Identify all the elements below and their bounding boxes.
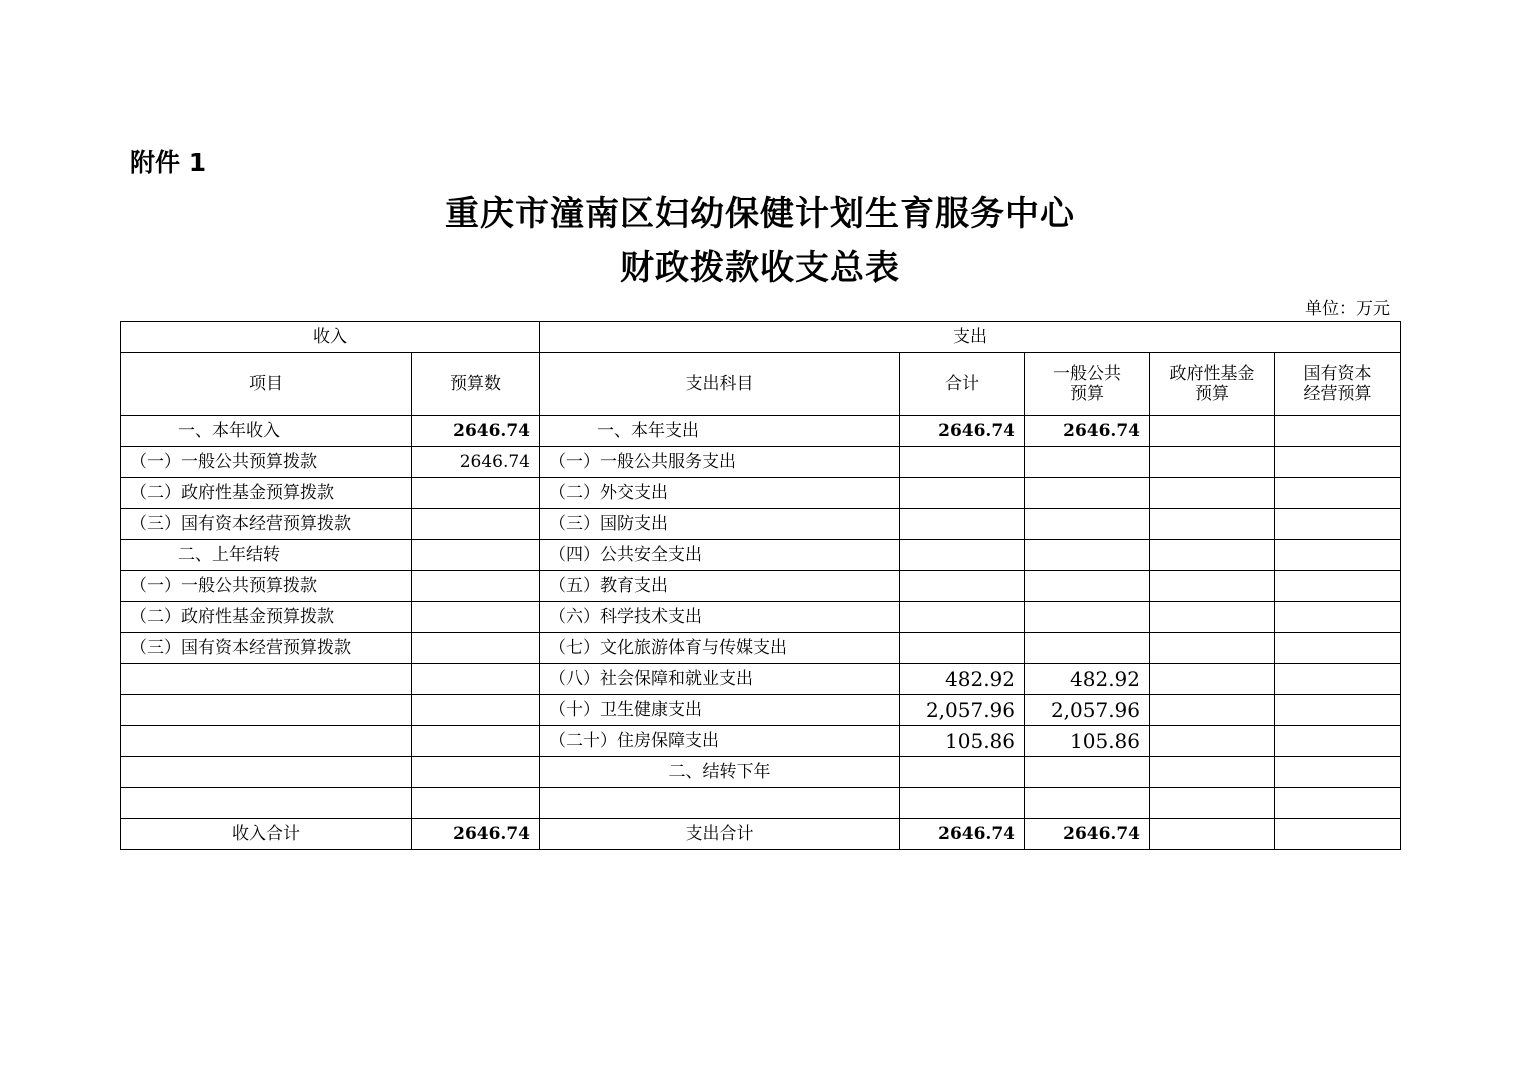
total-cell — [900, 633, 1025, 664]
income-item-cell — [121, 788, 412, 819]
state-capital-cell — [1275, 540, 1401, 571]
income-value-cell — [412, 478, 540, 509]
col-header-general-public-line1: 一般公共 — [1053, 364, 1121, 384]
general-budget-cell — [1025, 540, 1150, 571]
income-value-cell — [412, 664, 540, 695]
income-total-label: 收入合计 — [121, 819, 412, 850]
expense-item-cell: （三）国防支出 — [540, 509, 900, 540]
expense-item-cell: （五）教育支出 — [540, 571, 900, 602]
total-cell — [900, 571, 1025, 602]
column-header-row — [121, 353, 1401, 416]
gov-fund-cell — [1150, 726, 1275, 757]
income-group-header: 收入 — [121, 322, 540, 353]
col-header-general-public — [1025, 353, 1150, 416]
expense-item-cell: （一）一般公共服务支出 — [540, 447, 900, 478]
income-value-cell — [412, 540, 540, 571]
attachment-label: 附件 1 — [130, 148, 207, 177]
total-cell — [900, 478, 1025, 509]
income-value-cell — [412, 695, 540, 726]
general-budget-total-value: 2646.74 — [1025, 819, 1150, 850]
total-cell: 2646.74 — [900, 416, 1025, 447]
state-capital-cell — [1275, 695, 1401, 726]
state-capital-cell — [1275, 447, 1401, 478]
gov-fund-cell — [1150, 447, 1275, 478]
expense-item-cell: 一、本年支出 — [540, 416, 900, 447]
document-title: 重庆市潼南区妇幼保健计划生育服务中心 — [445, 194, 1075, 234]
state-capital-cell — [1275, 602, 1401, 633]
expense-item-cell — [540, 788, 900, 819]
table-row — [121, 788, 1401, 819]
col-header-state-capital-line2: 经营预算 — [1303, 384, 1372, 404]
state-capital-cell — [1275, 416, 1401, 447]
gov-fund-cell — [1150, 757, 1275, 788]
general-budget-cell — [1025, 478, 1150, 509]
state-capital-cell — [1275, 757, 1401, 788]
income-value-cell — [412, 757, 540, 788]
table-row — [121, 478, 1401, 509]
gov-fund-cell — [1150, 633, 1275, 664]
general-budget-cell — [1025, 447, 1150, 478]
table-row — [121, 726, 1401, 757]
expense-item-cell: （十）卫生健康支出 — [540, 695, 900, 726]
income-value-cell — [412, 602, 540, 633]
total-cell: 482.92 — [900, 664, 1025, 695]
total-cell — [900, 757, 1025, 788]
income-item-cell — [121, 695, 412, 726]
general-budget-cell: 482.92 — [1025, 664, 1150, 695]
table-row — [121, 602, 1401, 633]
table-row — [121, 447, 1401, 478]
expense-item-cell: （八）社会保障和就业支出 — [540, 664, 900, 695]
expense-item-cell: （二十）住房保障支出 — [540, 726, 900, 757]
income-item-cell: （三）国有资本经营预算拨款 — [121, 633, 412, 664]
gov-fund-cell — [1150, 602, 1275, 633]
gov-fund-cell — [1150, 571, 1275, 602]
income-value-cell: 2646.74 — [412, 416, 540, 447]
table-row — [121, 571, 1401, 602]
income-value-cell — [412, 509, 540, 540]
gov-fund-cell — [1150, 478, 1275, 509]
col-header-item: 项目 — [121, 353, 412, 416]
expense-group-header: 支出 — [540, 322, 1401, 353]
income-value-cell — [412, 788, 540, 819]
total-cell — [900, 447, 1025, 478]
income-item-cell — [121, 664, 412, 695]
budget-summary-table — [120, 321, 1401, 850]
table-row — [121, 664, 1401, 695]
col-header-gov-fund — [1150, 353, 1275, 416]
income-value-cell — [412, 571, 540, 602]
state-capital-cell — [1275, 509, 1401, 540]
general-budget-cell — [1025, 509, 1150, 540]
total-cell — [900, 788, 1025, 819]
expense-item-cell: （二）外交支出 — [540, 478, 900, 509]
general-budget-cell: 2646.74 — [1025, 416, 1150, 447]
table-row — [121, 540, 1401, 571]
general-budget-cell — [1025, 602, 1150, 633]
income-item-cell: （三）国有资本经营预算拨款 — [121, 509, 412, 540]
table-row — [121, 509, 1401, 540]
general-budget-cell — [1025, 571, 1150, 602]
total-cell: 105.86 — [900, 726, 1025, 757]
col-header-general-public-line2: 预算 — [1070, 384, 1104, 404]
state-capital-cell — [1275, 726, 1401, 757]
income-item-cell: 二、上年结转 — [121, 540, 412, 571]
general-budget-cell: 105.86 — [1025, 726, 1150, 757]
state-capital-cell — [1275, 788, 1401, 819]
gov-fund-cell — [1150, 695, 1275, 726]
unit-label: 单位：万元 — [1305, 299, 1390, 319]
col-header-gov-fund-line2: 预算 — [1195, 384, 1229, 404]
total-cell — [900, 602, 1025, 633]
gov-fund-cell — [1150, 664, 1275, 695]
gov-fund-cell — [1150, 788, 1275, 819]
income-item-cell — [121, 726, 412, 757]
table-row — [121, 633, 1401, 664]
col-header-gov-fund-line1: 政府性基金 — [1169, 364, 1255, 384]
state-capital-cell — [1275, 664, 1401, 695]
col-header-expense-subject: 支出科目 — [540, 353, 900, 416]
income-item-cell: （二）政府性基金预算拨款 — [121, 478, 412, 509]
total-cell — [900, 540, 1025, 571]
income-item-cell — [121, 757, 412, 788]
general-budget-cell — [1025, 633, 1150, 664]
col-header-budget: 预算数 — [412, 353, 540, 416]
income-value-cell: 2646.74 — [412, 447, 540, 478]
expense-item-cell: 二、结转下年 — [540, 757, 900, 788]
gov-fund-cell — [1150, 819, 1275, 850]
document-subtitle: 财政拨款收支总表 — [620, 248, 900, 288]
expense-item-cell: （七）文化旅游体育与传媒支出 — [540, 633, 900, 664]
state-capital-cell — [1275, 819, 1401, 850]
totals-row — [121, 819, 1401, 850]
state-capital-cell — [1275, 633, 1401, 664]
state-capital-cell — [1275, 571, 1401, 602]
income-item-cell: （二）政府性基金预算拨款 — [121, 602, 412, 633]
table-row — [121, 757, 1401, 788]
state-capital-cell — [1275, 478, 1401, 509]
expense-total-value: 2646.74 — [900, 819, 1025, 850]
gov-fund-cell — [1150, 509, 1275, 540]
general-budget-cell: 2,057.96 — [1025, 695, 1150, 726]
income-item-cell: （一）一般公共预算拨款 — [121, 447, 412, 478]
income-value-cell — [412, 633, 540, 664]
expense-total-label: 支出合计 — [540, 819, 900, 850]
income-item-cell: （一）一般公共预算拨款 — [121, 571, 412, 602]
income-total-value: 2646.74 — [412, 819, 540, 850]
col-header-state-capital — [1275, 353, 1401, 416]
gov-fund-cell — [1150, 540, 1275, 571]
total-cell: 2,057.96 — [900, 695, 1025, 726]
table-row — [121, 416, 1401, 447]
gov-fund-cell — [1150, 416, 1275, 447]
table-row — [121, 695, 1401, 726]
col-header-total: 合计 — [900, 353, 1025, 416]
expense-item-cell: （六）科学技术支出 — [540, 602, 900, 633]
general-budget-cell — [1025, 757, 1150, 788]
income-item-cell: 一、本年收入 — [121, 416, 412, 447]
total-cell — [900, 509, 1025, 540]
col-header-state-capital-line1: 国有资本 — [1303, 364, 1372, 384]
general-budget-cell — [1025, 788, 1150, 819]
expense-item-cell: （四）公共安全支出 — [540, 540, 900, 571]
group-header-row — [121, 322, 1401, 353]
income-value-cell — [412, 726, 540, 757]
